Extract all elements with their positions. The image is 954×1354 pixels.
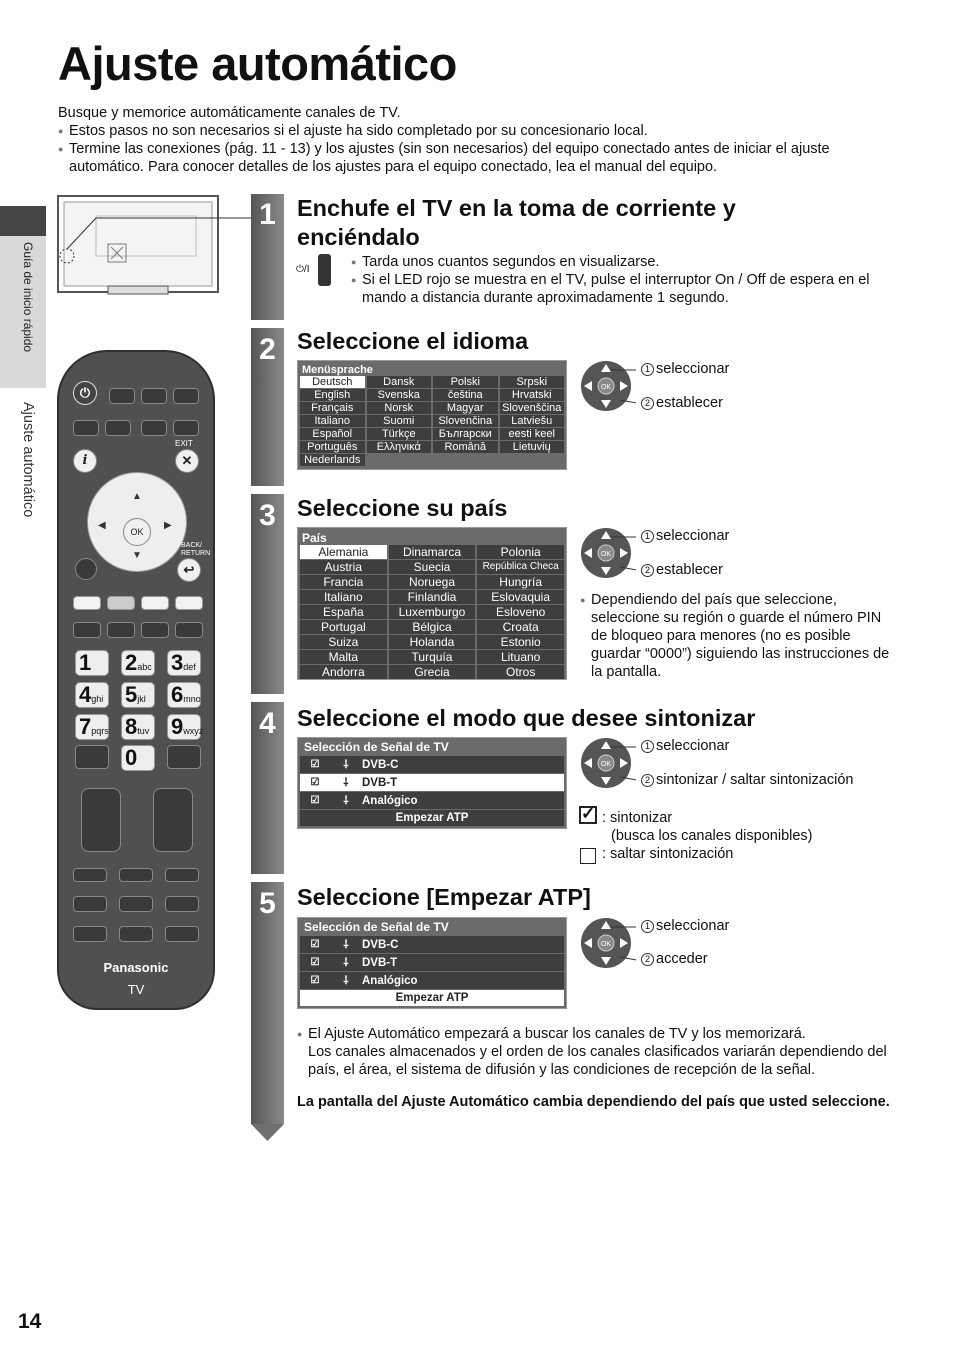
checkbox-checked-icon[interactable]: ☑ (310, 975, 320, 986)
country-note: ● Dependiendo del país que seleccione, seleccione su región o guarde el número PIN de bloqueo para menores (no es posible guardar “0000”) siguiendo las instrucciones de la pantalla. (580, 591, 890, 681)
select-label (641, 361, 729, 377)
power-switch-icon (318, 254, 331, 286)
remote-button[interactable] (73, 622, 101, 638)
language-option[interactable]: Suomi (367, 415, 432, 427)
country-option[interactable]: Alemania (300, 545, 387, 559)
step-number: 3 (259, 499, 276, 532)
remote-button[interactable] (105, 420, 131, 436)
step-heading: Seleccione [Empezar ATP] (297, 884, 591, 910)
key-number: 3 (171, 650, 184, 675)
select-text: seleccionar (656, 918, 730, 934)
language-option[interactable]: Português (300, 441, 365, 453)
step-bullet: ● Tarda unos cuantos segundos en visualizarse. (351, 253, 891, 271)
volume-rocker[interactable] (81, 788, 121, 852)
step-heading: Seleccione el modo que desee sintonizar (297, 705, 756, 731)
final-note (297, 1025, 897, 1111)
dpad-down-icon[interactable]: ▼ (132, 550, 142, 561)
signal-label: DVB-T (362, 956, 398, 969)
language-option[interactable]: Deutsch (300, 376, 365, 388)
confirm-label (641, 562, 723, 578)
language-option[interactable]: Polski (433, 376, 498, 388)
back-return-button[interactable]: ↩ (177, 558, 201, 582)
key-number: 2 (125, 650, 138, 675)
country-option[interactable]: Suecia (389, 560, 476, 574)
country-option[interactable]: Francia (300, 575, 387, 589)
cursor-pad-icon (580, 737, 636, 793)
key-letters: pqrs (91, 726, 109, 736)
antenna-icon: ⸸ (343, 759, 349, 771)
red-button[interactable] (73, 596, 101, 610)
side-tab-section: Guía de inicio rápido (21, 242, 35, 353)
signal-row[interactable] (300, 972, 564, 989)
key-number: 9 (171, 714, 184, 739)
confirm-text: establecer (656, 562, 723, 578)
select-label (641, 738, 729, 754)
remote-button[interactable] (165, 926, 199, 942)
exit-label: EXIT (175, 439, 193, 448)
circle-number: 2 (641, 564, 654, 577)
signal-label: Analógico (362, 794, 418, 807)
side-tab-topic: Ajuste automático (20, 402, 36, 518)
select-text: seleccionar (656, 738, 730, 754)
remote-button[interactable] (165, 896, 199, 912)
signal-row[interactable] (300, 792, 564, 809)
circle-number: 1 (641, 363, 654, 376)
language-option[interactable]: Ελληνικά (367, 441, 432, 453)
language-option[interactable]: Lietuvių (500, 441, 565, 453)
key-letters: ghi (91, 694, 104, 704)
country-menu (297, 527, 567, 680)
language-option[interactable]: Nederlands (300, 454, 365, 466)
cursor-pad-icon (580, 527, 636, 583)
signal-row[interactable] (300, 774, 564, 791)
step-number: 5 (259, 887, 276, 920)
svg-text:OK: OK (600, 941, 612, 948)
remote-button[interactable] (141, 622, 169, 638)
antenna-icon: ⸸ (343, 939, 349, 951)
checkbox-checked-icon[interactable]: ☑ (310, 957, 320, 968)
circle-number: 2 (641, 953, 654, 966)
note-bold: La pantalla del Ajuste Automático cambia dependiendo del país que usted seleccione. (297, 1094, 890, 1110)
signal-row[interactable] (300, 954, 564, 971)
remote-button[interactable] (175, 622, 203, 638)
language-option[interactable]: English (300, 389, 365, 401)
antenna-icon: ⸸ (343, 957, 349, 969)
number-key[interactable] (121, 650, 155, 676)
exit-button[interactable]: ✕ (175, 449, 199, 473)
country-option[interactable]: Croata (477, 620, 564, 634)
language-option[interactable]: Română (433, 441, 498, 453)
remote-control (57, 350, 215, 1010)
key-number: 1 (79, 650, 92, 675)
intro-bullet: ● Estos pasos no son necesarios si el ajuste ha sido completado por su concesionario local. (58, 122, 898, 140)
signal-label: DVB-T (362, 776, 398, 789)
step-bullet: ● Si el LED rojo se muestra en el TV, pulse el interruptor On / Off de espera en el mando a distancia durante aproximadamente 1 segundo. (351, 271, 891, 307)
country-option[interactable]: República Checa (477, 560, 564, 574)
step-heading: Enchufe el TV en la toma de corriente y enciéndalo (297, 195, 736, 250)
country-option[interactable]: Turquía (389, 650, 476, 664)
side-tab-marker (0, 206, 46, 236)
intro (58, 104, 898, 176)
country-option[interactable]: Portugal (300, 620, 387, 634)
confirm-text: sintonizar / saltar sintonización (656, 772, 854, 788)
remote-button[interactable] (173, 388, 199, 404)
checkbox-checked-icon[interactable]: ☑ (310, 795, 320, 806)
back-label: BACK/ RETURN (181, 542, 211, 557)
intro-line: Busque y memorice automáticamente canales de TV. (58, 105, 401, 121)
circle-number: 1 (641, 530, 654, 543)
circle-number: 1 (641, 920, 654, 933)
language-option[interactable]: Български (433, 428, 498, 440)
cursor-pad-icon (580, 917, 636, 973)
country-option[interactable]: Dinamarca (389, 545, 476, 559)
confirm-text: acceder (656, 951, 708, 967)
language-option[interactable]: Srpski (500, 376, 565, 388)
intro-bullet: ● Termine las conexiones (pág. 11 - 13) y los ajustes (sin son necesarios) del equipo conectado antes de iniciar el ajuste automático. Para conocer detalles de los ajustes para el equipo conectado, lea el manual del equipo. (58, 140, 898, 176)
number-key[interactable] (75, 682, 109, 708)
checkbox-checked-icon: ✓ (581, 804, 596, 823)
power-symbol: ⏻/I (296, 264, 310, 275)
number-key[interactable] (167, 682, 201, 708)
note-bullet: ● El Ajuste Automático empezará a buscar los canales de TV y los memorizará. (297, 1025, 897, 1043)
language-option[interactable]: Dansk (367, 376, 432, 388)
confirm-label (641, 951, 708, 967)
step-arrow-tip (251, 1124, 284, 1142)
country-option[interactable]: Lituano (477, 650, 564, 664)
dpad-left-icon[interactable]: ◀ (98, 520, 106, 531)
remote-button[interactable] (173, 420, 199, 436)
language-option[interactable]: Slovenščina (500, 402, 565, 414)
number-key[interactable] (121, 745, 155, 771)
signal-label: DVB-C (362, 938, 399, 951)
key-letters: def (183, 662, 196, 672)
step-number: 1 (259, 198, 276, 231)
select-label (641, 528, 729, 544)
key-letters: tuv (137, 726, 150, 736)
remote-button[interactable] (165, 868, 199, 882)
country-option[interactable]: Bélgica (389, 620, 476, 634)
remote-button[interactable] (73, 420, 99, 436)
svg-text:OK: OK (600, 761, 612, 768)
yellow-button[interactable] (141, 596, 169, 610)
key-number: 5 (125, 682, 138, 707)
remote-button[interactable] (109, 388, 135, 404)
key-letters: mno (183, 694, 201, 704)
signal-row[interactable] (300, 756, 564, 773)
note-text: Los canales almacenados y el orden de los canales clasificados variarán dependiendo del país, el área, el sistema de difusión y las condiciones de recepción de la señal. (308, 1044, 887, 1078)
number-key[interactable] (121, 714, 155, 740)
step-number: 2 (259, 333, 276, 366)
select-text: seleccionar (656, 361, 730, 377)
signal-menu (297, 737, 567, 829)
language-option[interactable]: čeština (433, 389, 498, 401)
antenna-icon: ⸸ (343, 777, 349, 789)
key-number: 8 (125, 714, 138, 739)
country-option[interactable]: Eslovaquia (477, 590, 564, 604)
checkbox-checked-icon[interactable]: ☑ (310, 939, 320, 950)
start-atp-button[interactable]: Empezar ATP (300, 990, 564, 1006)
menu-title: País (302, 531, 327, 545)
country-option[interactable]: Holanda (389, 635, 476, 649)
select-label (641, 918, 729, 934)
cursor-pad-icon (580, 360, 636, 416)
number-key[interactable] (75, 650, 109, 676)
language-option[interactable]: Slovenčina (433, 415, 498, 427)
menu-title: Selección de Señal de TV (304, 920, 449, 934)
step-number: 4 (259, 707, 276, 740)
country-option[interactable]: Otros (477, 665, 564, 679)
country-option[interactable]: Polonia (477, 545, 564, 559)
blue-button[interactable] (175, 596, 203, 610)
country-option[interactable]: Suiza (300, 635, 387, 649)
remote-button[interactable] (73, 868, 107, 882)
confirm-text: establecer (656, 395, 723, 411)
country-option[interactable]: Andorra (300, 665, 387, 679)
key-number: 7 (79, 714, 92, 739)
ok-button[interactable]: OK (123, 518, 151, 546)
number-key[interactable] (167, 650, 201, 676)
svg-text:OK: OK (600, 551, 612, 558)
remote-button[interactable] (73, 896, 107, 912)
signal-label: Analógico (362, 974, 418, 987)
remote-button[interactable] (119, 896, 153, 912)
checkbox-checked-icon[interactable]: ☑ (310, 777, 320, 788)
number-key[interactable] (75, 714, 109, 740)
remote-button[interactable] (119, 868, 153, 882)
key-letters: abc (137, 662, 152, 672)
remote-button[interactable] (75, 558, 97, 580)
channel-rocker[interactable] (153, 788, 193, 852)
power-button[interactable]: ⏻ (73, 381, 97, 405)
circle-number: 1 (641, 740, 654, 753)
dpad-right-icon[interactable]: ▶ (164, 520, 172, 531)
info-button[interactable]: i (73, 449, 97, 473)
country-option[interactable]: Esloveno (477, 605, 564, 619)
remote-button[interactable] (141, 420, 167, 436)
svg-text:OK: OK (600, 384, 612, 391)
remote-button[interactable] (73, 926, 107, 942)
language-option[interactable]: Español (300, 428, 365, 440)
menu-title: Menüsprache (302, 364, 373, 376)
legend-tune: : sintonizar (602, 810, 673, 826)
page-title: Ajuste automático (58, 37, 457, 90)
step-heading: Seleccione el idioma (297, 328, 529, 354)
country-option[interactable]: Finlandia (389, 590, 476, 604)
language-option[interactable]: Svenska (367, 389, 432, 401)
key-number: 6 (171, 682, 184, 707)
remote-button[interactable] (141, 388, 167, 404)
antenna-icon: ⸸ (343, 975, 349, 987)
number-key[interactable] (121, 682, 155, 708)
language-option[interactable]: Latviešu (500, 415, 565, 427)
language-option[interactable]: Italiano (300, 415, 365, 427)
confirm-label (641, 395, 723, 411)
signal-label: DVB-C (362, 758, 399, 771)
language-option[interactable]: eesti keel (500, 428, 565, 440)
language-option[interactable]: Norsk (367, 402, 432, 414)
page-number: 14 (18, 1310, 42, 1333)
signal-menu (297, 917, 567, 1009)
country-option[interactable]: Estonio (477, 635, 564, 649)
remote-button[interactable] (75, 745, 109, 769)
key-letters: wxyz (183, 726, 204, 736)
remote-model: TV (127, 982, 145, 997)
select-text: seleccionar (656, 528, 730, 544)
confirm-label (641, 772, 853, 788)
country-option[interactable]: Hungría (477, 575, 564, 589)
circle-number: 2 (641, 774, 654, 787)
country-option[interactable]: Italiano (300, 590, 387, 604)
country-option[interactable]: Grecia (389, 665, 476, 679)
remote-button[interactable] (167, 745, 201, 769)
key-number: 0 (125, 745, 138, 770)
remote-button[interactable] (107, 622, 135, 638)
language-option[interactable]: Türkçe (367, 428, 432, 440)
step-heading: Seleccione su país (297, 495, 508, 521)
country-option[interactable]: Malta (300, 650, 387, 664)
checkbox-checked-icon[interactable]: ☑ (310, 759, 320, 770)
country-option[interactable]: España (300, 605, 387, 619)
menu-title: Selección de Señal de TV (304, 740, 449, 754)
remote-button[interactable] (119, 926, 153, 942)
number-key[interactable] (167, 714, 204, 740)
country-option[interactable]: Noruega (389, 575, 476, 589)
legend-skip: : saltar sintonización (602, 846, 734, 862)
language-option[interactable]: Français (300, 402, 365, 414)
antenna-icon: ⸸ (343, 795, 349, 807)
language-option[interactable]: Hrvatski (500, 389, 565, 401)
dpad-up-icon[interactable]: ▲ (132, 491, 142, 502)
start-atp-button[interactable]: Empezar ATP (300, 810, 564, 826)
key-letters: jkl (137, 694, 146, 704)
green-button[interactable] (107, 596, 135, 610)
country-option[interactable]: Austria (300, 560, 387, 574)
key-number: 4 (79, 682, 92, 707)
checkbox-empty-icon (580, 848, 596, 864)
language-option[interactable]: Magyar (433, 402, 498, 414)
country-option[interactable]: Luxemburgo (389, 605, 476, 619)
circle-number: 2 (641, 397, 654, 410)
remote-brand: Panasonic (103, 960, 169, 975)
legend-tune-sub: (busca los canales disponibles) (611, 828, 813, 844)
language-menu (297, 360, 567, 470)
signal-row[interactable] (300, 936, 564, 953)
